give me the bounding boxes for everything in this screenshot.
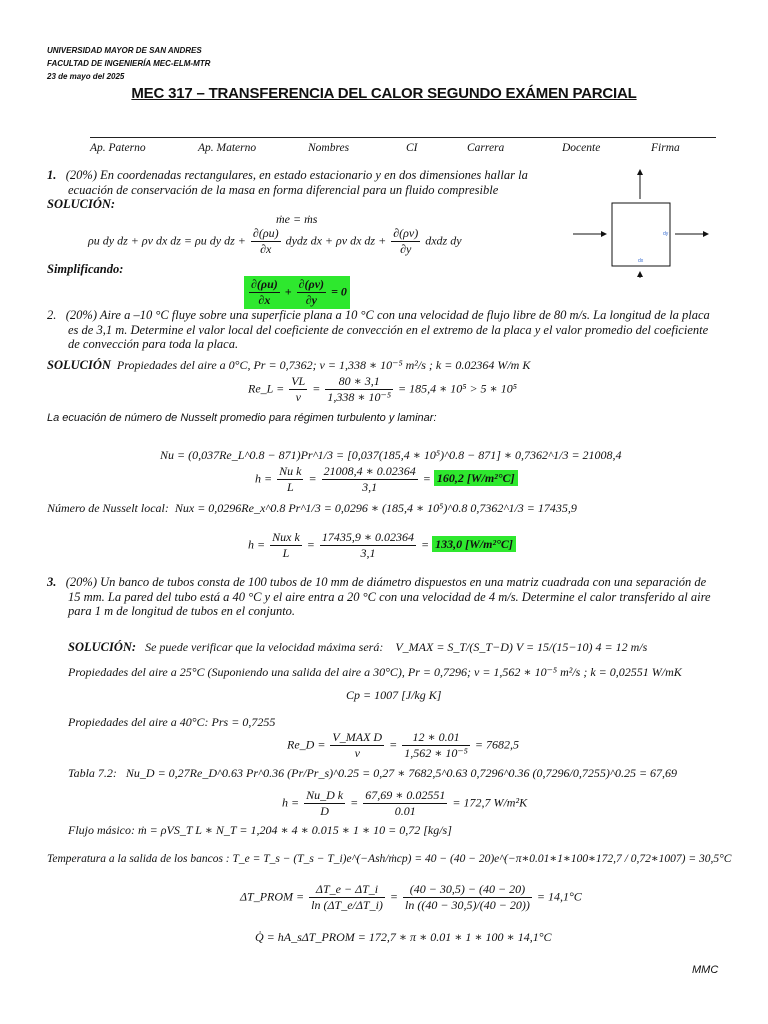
q1-mass-balance: ṁe = ṁs <box>276 212 318 226</box>
field-ap-materno: Ap. Materno <box>198 142 257 154</box>
q1-simplify-label: Simplificando: <box>47 262 124 276</box>
field-docente: Docente <box>562 142 601 154</box>
question-1: 1. (20%) En coordenadas rectangulares, en estado estacionario y en dos dimensiones hallar la ecuación de conservación de la masa en forma diferencial para un fluido compresible <box>47 168 528 197</box>
exam-date: 23 de mayo del 2025 <box>47 72 125 81</box>
dx-label: dx <box>638 258 644 264</box>
q2-nusselt-note: La ecuación de número de Nusselt promedio para régimen turbulento y laminar: <box>47 412 437 424</box>
footer-initials: MMC <box>692 964 719 976</box>
field-ci: CI <box>406 142 418 154</box>
university-name: UNIVERSIDAD MAYOR DE SAN ANDRES <box>47 46 202 55</box>
field-nombres: Nombres <box>308 142 350 154</box>
student-info-line <box>90 137 716 138</box>
control-volume-diagram <box>568 166 716 282</box>
q2-nusselt-local: Número de Nusselt local: Nux = 0,0296Re_x^0.8 Pr^1/3 = 0,0296 ∗ (185,4 ∗ 10⁵)^0.8 0,7362^1/3 = 17435,9 <box>47 501 577 515</box>
q2-h-local: h = $\frac{\text{Nux k}}{L}$ = $\frac{17435,9 ∗ 0.02364}{3,1}$ = 133,0 [W/m²°C] <box>248 530 516 561</box>
exam-title: MEC 317 – TRANSFERENCIA DEL CALOR SEGUNDO EXÁMEN PARCIAL <box>131 85 637 102</box>
q2-h-average: h = $\frac{\text{Nu k}}{L}$ = $\frac{21008,4 ∗ 0.02364}{3,1}$ = 160,2 [W/m²°C] <box>255 464 518 495</box>
control-volume-box <box>612 203 670 266</box>
q3-vmax: SOLUCIÓN: Se puede verificar que la velocidad máxima será: V_MAX = S_T/(S_T−D) V = 15/(15−10) 4 = 12 m/s <box>68 640 648 654</box>
q2-h-average-result: 160,2 [W/m²°C] <box>434 470 518 486</box>
q2-nusselt-average: Nu = (0,037Re_L^0.8 − 871)Pr^1/3 = [0,037(185,4 ∗ 10⁵)^0.8 − 871] ∗ 0,7362^1/3 = 21008,4 <box>160 448 622 462</box>
q3-properties-40: Propiedades del aire a 40°C: Prs = 0,7255 <box>68 715 276 729</box>
q2-reynolds: Re_L = $\frac{VL}{\nu}$ = $\frac{80 ∗ 3,1}{\text{1,338 ∗ 10⁻⁵}}$ = 185,4 ∗ 10⁵ > 5 ∗ 10⁵ <box>248 374 517 404</box>
q3-lmtd: ΔT_PROM = $\frac{\Delta T\_e - \Delta T\_i}{\ln (\Delta T\_e/\Delta T\_i)}$ = $\frac{(40 - 30,5) - (40 - 20)}{\ln ((40 - 30,5)/(40 - 20))}$ = 14,1°C <box>240 882 582 912</box>
q1-solution-label: SOLUCIÓN: <box>47 197 116 211</box>
q3-properties-25: Propiedades del aire a 25°C (Suponiendo una salida del aire a 30°C), Pr = 0,7296; ν = 1,562 ∗ 10⁻⁵ m²/s ; k = 0,02551 W/mK <box>68 665 682 679</box>
q3-nusselt: Tabla 7.2: Nu_D = 0,27Re_D^0.63 Pr^0.36 (Pr/Pr_s)^0.25 = 0,27 ∗ 7682,5^0.63 0,7296^0.36 (0,7296/0,7255)^0.25 = 67,69 <box>68 766 678 780</box>
field-carrera: Carrera <box>467 142 505 154</box>
field-firma: Firma <box>651 142 680 154</box>
dy-label: dy <box>663 231 669 237</box>
faculty-name: FACULTAD DE INGENIERÍA MEC-ELM-MTR <box>47 59 211 68</box>
q2-h-local-result: 133,0 [W/m²°C] <box>432 536 516 552</box>
q2-properties: SOLUCIÓN Propiedades del aire a 0°C, Pr = 0,7362; ν = 1,338 ∗ 10⁻⁵ m²/s ; k = 0.02364 W/m K <box>47 358 531 372</box>
q3-cp: Cp = 1007 [J/kg K] <box>346 688 442 702</box>
question-2: 2. (20%) Aire a –10 °C fluye sobre una superficie plana a 10 °C con una velocidad de flujo libre de 80 m/s. La longitud de la placa es de 3,1 m. Determine el valor local del coeficiente de convección en el extremo de la placa y el valor promedio del coeficiente de convección para toda la placa. <box>47 308 710 352</box>
q3-h: h = $\frac{\text{Nu\_D k}}{D}$ = $\frac{67,69 ∗ 0.02551}{0.01}$ = 172,7 W/m²K <box>282 788 528 818</box>
question-3: 3. (20%) Un banco de tubos consta de 100 tubos de 10 mm de diámetro dispuestos en una matriz cuadrada con una separación de 15 mm. La pared del tubo está a 40 °C y el aire entra a 20 °C con una velocidad de 4 m/s. Determine el calor transferido al aire para 1 m de longitud de tubos en el conjunto. <box>47 575 711 619</box>
q3-heat-transfer: Q̇ = hA_sΔT_PROM = 172,7 ∗ π ∗ 0.01 ∗ 1 ∗ 100 ∗ 14,1°C <box>255 930 552 944</box>
q3-reynolds: Re_D = $\frac{\text{V\_MAX D}}{\nu}$ = $\frac{12 ∗ 0.01}{\text{1,562 ∗ 10⁻⁵}}$ = 7682,5 <box>287 730 519 760</box>
field-ap-paterno: Ap. Paterno <box>90 142 146 154</box>
q1-result-highlight: $\frac{\partial(\rho u)}{\partial x}$ + $\frac{\partial(\rho v)}{\partial y}$ = 0 <box>244 276 350 309</box>
q3-outlet-temperature: Temperatura a la salida de los bancos : T_e = T_s − (T_s − T_i)e^(−Ash/ṁcp) = 40 − (40 − 20)e^(−π∗0.01∗1∗100∗172,7 / 0,72∗1007) = 30,5°C <box>47 853 732 865</box>
q1-mass-equation: ρu dy dz + ρv dx dz = ρu dy dz + $\frac{\partial(\rho u)}{\partial x}$ dydz dx + ρv dx dz + $\frac{\partial(\rho v)}{\partial y}$ dxdz dy <box>88 226 462 256</box>
q3-mass-flow: Flujo másico: ṁ = ρVS_T L ∗ N_T = 1,204 ∗ 4 ∗ 0.015 ∗ 1 ∗ 10 = 0,72 [kg/s] <box>68 823 452 837</box>
